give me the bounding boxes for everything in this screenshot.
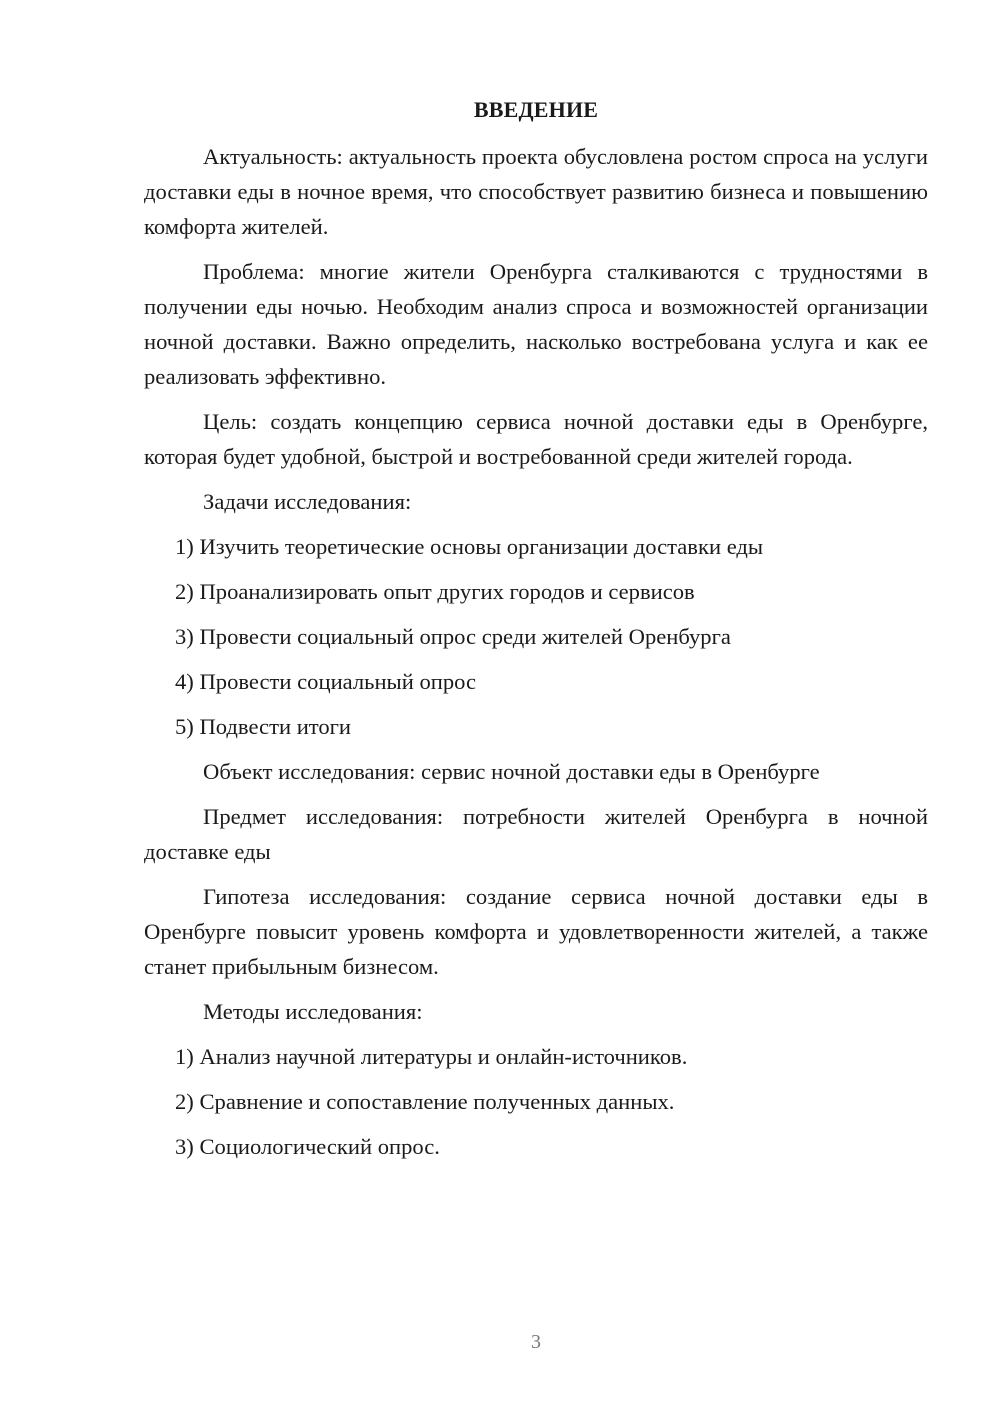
- methods-heading: Методы исследования:: [203, 999, 423, 1024]
- hypothesis-paragraph: Гипотеза исследования: создание сервиса ночной доставки еды в Оренбурге повысит уровень комфорта и удовлетворенности жителей, а также станет прибыльным бизнесом.: [144, 884, 928, 979]
- task-item: 2) Проанализировать опыт других городов и сервисов: [175, 579, 695, 604]
- subject-paragraph: Предмет исследования: потребности жителей Оренбурга в ночной доставке еды: [144, 804, 928, 864]
- section-title: ВВЕДЕНИЕ: [473, 97, 599, 122]
- tasks-heading: Задачи исследования:: [203, 489, 412, 514]
- task-item: 1) Изучить теоретические основы организации доставки еды: [175, 534, 764, 559]
- methods-list: [144, 1039, 928, 1164]
- page-number: 3: [531, 1331, 541, 1353]
- method-item: 3) Социологический опрос.: [175, 1134, 440, 1159]
- method-item: 2) Сравнение и сопоставление полученных данных.: [175, 1089, 675, 1114]
- tasks-list: [144, 529, 928, 744]
- task-item: 3) Провести социальный опрос среди жителей Оренбурга: [175, 624, 731, 649]
- goal-paragraph: Цель: создать концепцию сервиса ночной доставки еды в Оренбурге, которая будет удобной, быстрой и востребованной среди жителей города.: [144, 409, 928, 469]
- task-item: 5) Подвести итоги: [175, 714, 352, 739]
- relevance-paragraph: Актуальность: актуальность проекта обусловлена ростом спроса на услуги доставки еды в ночное время, что способствует развитию бизнеса и повышению комфорта жителей.: [144, 144, 928, 239]
- task-item: 4) Провести социальный опрос: [175, 669, 477, 694]
- page-content: [144, 90, 928, 1174]
- method-item: 1) Анализ научной литературы и онлайн-источников.: [175, 1044, 688, 1069]
- object-paragraph: Объект исследования: сервис ночной доставки еды в Оренбурге: [203, 759, 820, 784]
- problem-paragraph: Проблема: многие жители Оренбурга сталкиваются с трудностями в получении еды ночью. Необходим анализ спроса и возможностей организации ночной доставки. Важно определить, насколько востребована услуга и как ее реализовать эффективно.: [144, 259, 928, 389]
